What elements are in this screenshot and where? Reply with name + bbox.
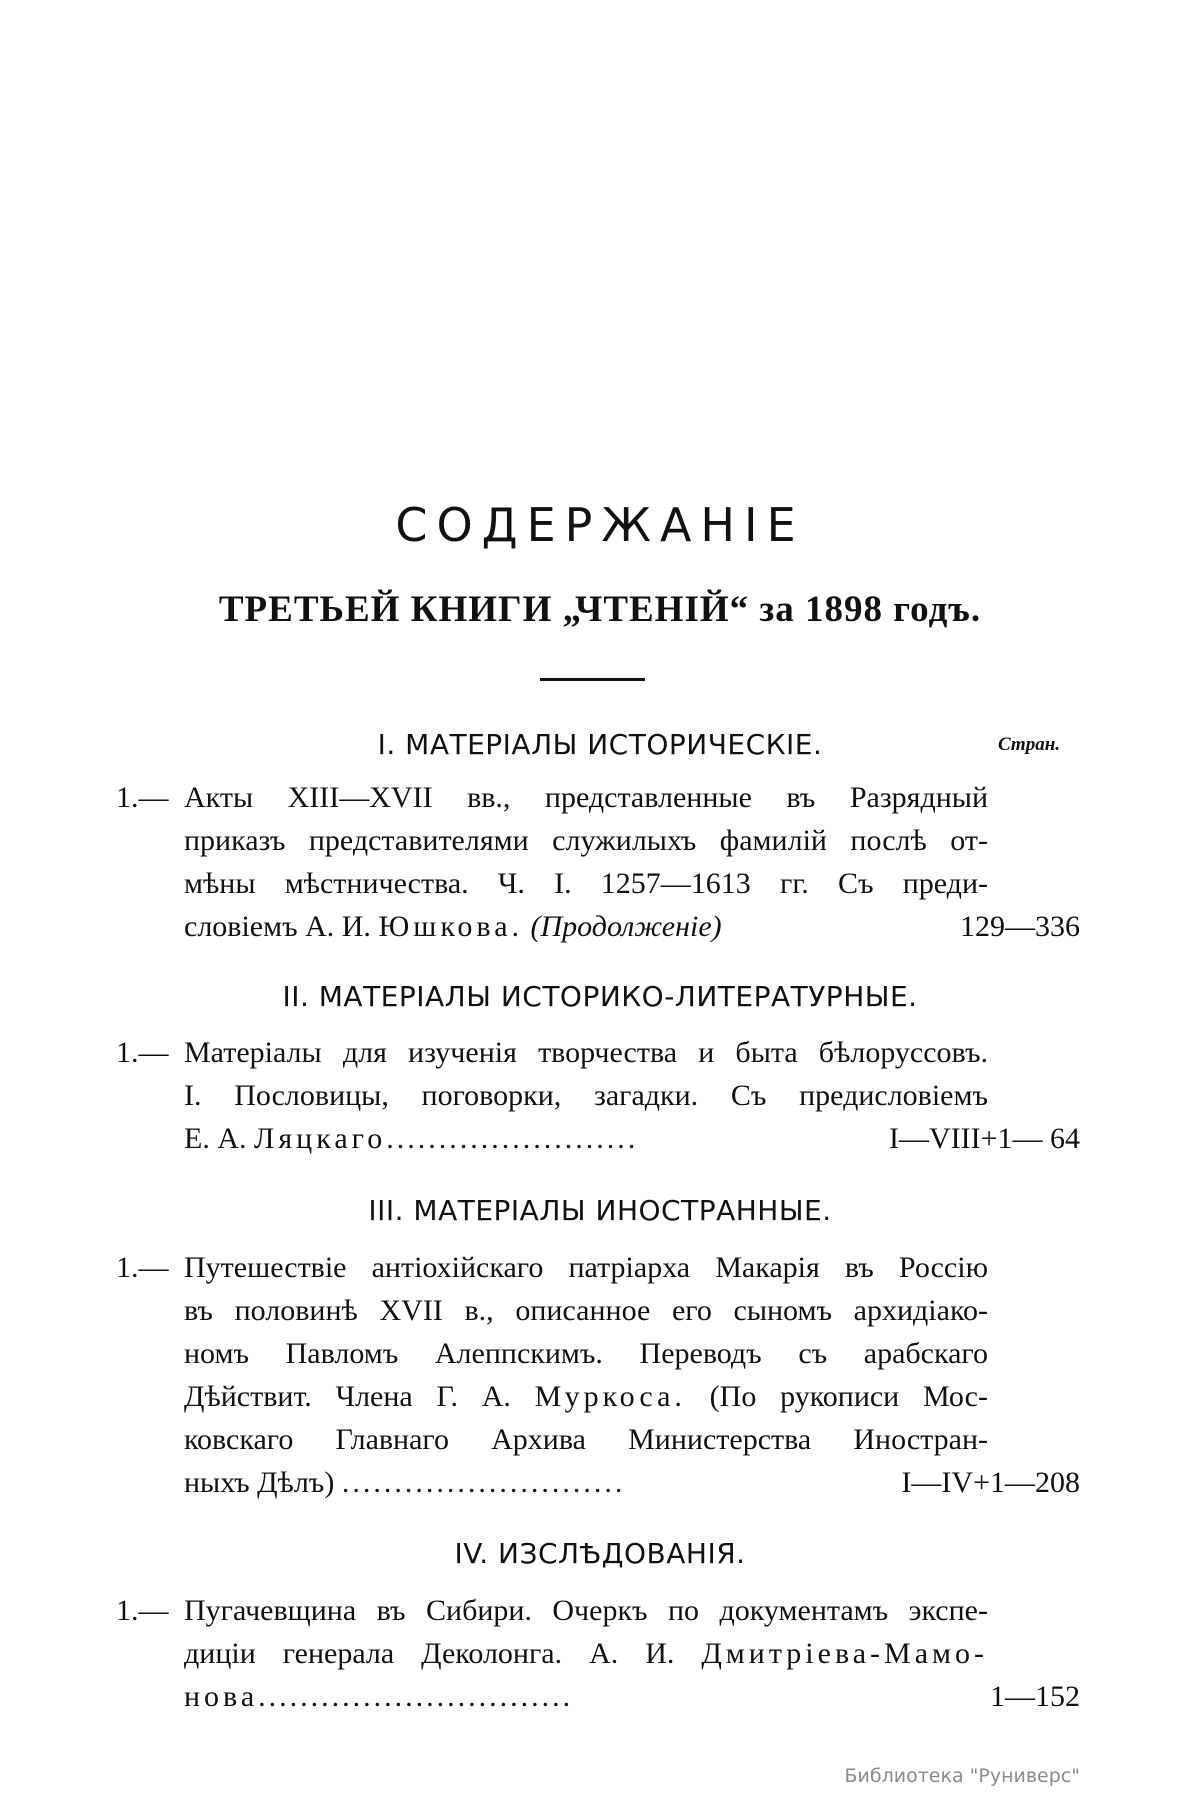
- entry-pages: 1—152: [990, 1680, 1080, 1713]
- section-heading-2: II. МАТЕРІАЛЫ ИСТОРИКО-ЛИТЕРАТУРНЫЕ.: [282, 980, 918, 1013]
- toc-entry-2[interactable]: [116, 1031, 1080, 1160]
- entry-text-line: Пугачевщина въ Сибири. Очеркъ по документамъ экспе-: [184, 1594, 988, 1627]
- page-title: СОДЕРЖАНІЕ: [395, 498, 805, 552]
- toc-entry-4[interactable]: [116, 1589, 1080, 1718]
- entry-number: 1.—: [116, 1594, 169, 1627]
- entry-text-line: въ половинѣ XVII в., описанное его сыномъ архидіако-: [184, 1294, 988, 1327]
- entry-author: Дмитріева-Мамо-: [701, 1637, 988, 1670]
- entry-text-line: [184, 1117, 638, 1160]
- dot-leader: ...........................: [341, 1466, 626, 1499]
- entry-pages: I—VIII+1— 64: [888, 1122, 1080, 1155]
- dot-leader: ........................: [386, 1122, 639, 1155]
- title-divider: [540, 678, 645, 681]
- pages-column-label: Стран.: [997, 734, 1060, 755]
- entry-number: 1.—: [116, 781, 169, 814]
- entry-text-line: Путешествіе антіохійскаго патріарха Макарія въ Россію: [184, 1251, 988, 1284]
- entry-text-plain: словіемъ А. И.: [184, 910, 379, 943]
- entry-number: 1.—: [116, 1251, 169, 1284]
- entry-text-line: I. Пословицы, поговорки, загадки. Съ предисловіемъ: [184, 1079, 988, 1112]
- entry-text-line: мѣны мѣстничества. Ч. I. 1257—1613 гг. Съ преди-: [184, 867, 988, 900]
- page-subtitle: ТРЕТЬЕЙ КНИГИ „ЧТЕНІЙ“ за 1898 годъ.: [218, 589, 982, 630]
- entry-number: 1.—: [116, 1036, 169, 1069]
- entry-note: (Продолженіе): [530, 910, 722, 943]
- entry-text-plain: Дѣйствит. Члена Г. А.: [184, 1380, 535, 1413]
- entry-author: Муркоса.: [534, 1380, 686, 1413]
- entry-author: Юшкова.: [378, 910, 524, 943]
- toc-entry-1[interactable]: [116, 776, 1080, 948]
- entry-text-plain: ныхъ Дѣлъ): [184, 1466, 342, 1499]
- entry-author-continued: нова: [184, 1680, 259, 1713]
- entry-text-plain: Е. А.: [184, 1122, 254, 1155]
- entry-pages: I—IV+1—208: [901, 1466, 1080, 1499]
- entry-text-line: [184, 1675, 573, 1718]
- section-heading-1: I. МАТЕРІАЛЫ ИСТОРИЧЕСКІЕ.: [377, 728, 823, 761]
- entry-author: Ляцкаго: [254, 1122, 387, 1155]
- entry-text-line: номъ Павломъ Алеппскимъ. Переводъ съ арабскаго: [184, 1337, 988, 1370]
- entry-text-line: Акты XIII—XVII вв., представленные въ Разрядный: [184, 781, 988, 814]
- section-heading-4: IV. ИЗСЛѢДОВАНІЯ.: [454, 1537, 746, 1570]
- entry-text-plain: (По рукописи Мос-: [685, 1380, 988, 1413]
- entry-pages: 129—336: [960, 910, 1080, 943]
- entry-text-line: [184, 1632, 988, 1675]
- section-heading-3: III. МАТЕРІАЛЫ ИНОСТРАННЫЕ.: [368, 1194, 832, 1227]
- entry-text-plain: диціи генерала Деколонга. А. И.: [184, 1637, 702, 1670]
- entry-text-line: [184, 905, 722, 948]
- toc-entry-3[interactable]: [116, 1246, 1080, 1504]
- dot-leader: ..............................: [258, 1680, 574, 1713]
- entry-text-line: приказъ представителями служилыхъ фамилій послѣ от-: [184, 824, 988, 857]
- entry-text-line: [184, 1375, 988, 1418]
- entry-text-line: [184, 1461, 625, 1504]
- entry-text-line: Матеріалы для изученія творчества и быта бѣлоруссовъ.: [184, 1036, 988, 1069]
- entry-text-line: ковскаго Главнаго Архива Министерства Иностран-: [184, 1423, 988, 1456]
- library-watermark: Библиотека "Руниверс": [844, 1765, 1080, 1787]
